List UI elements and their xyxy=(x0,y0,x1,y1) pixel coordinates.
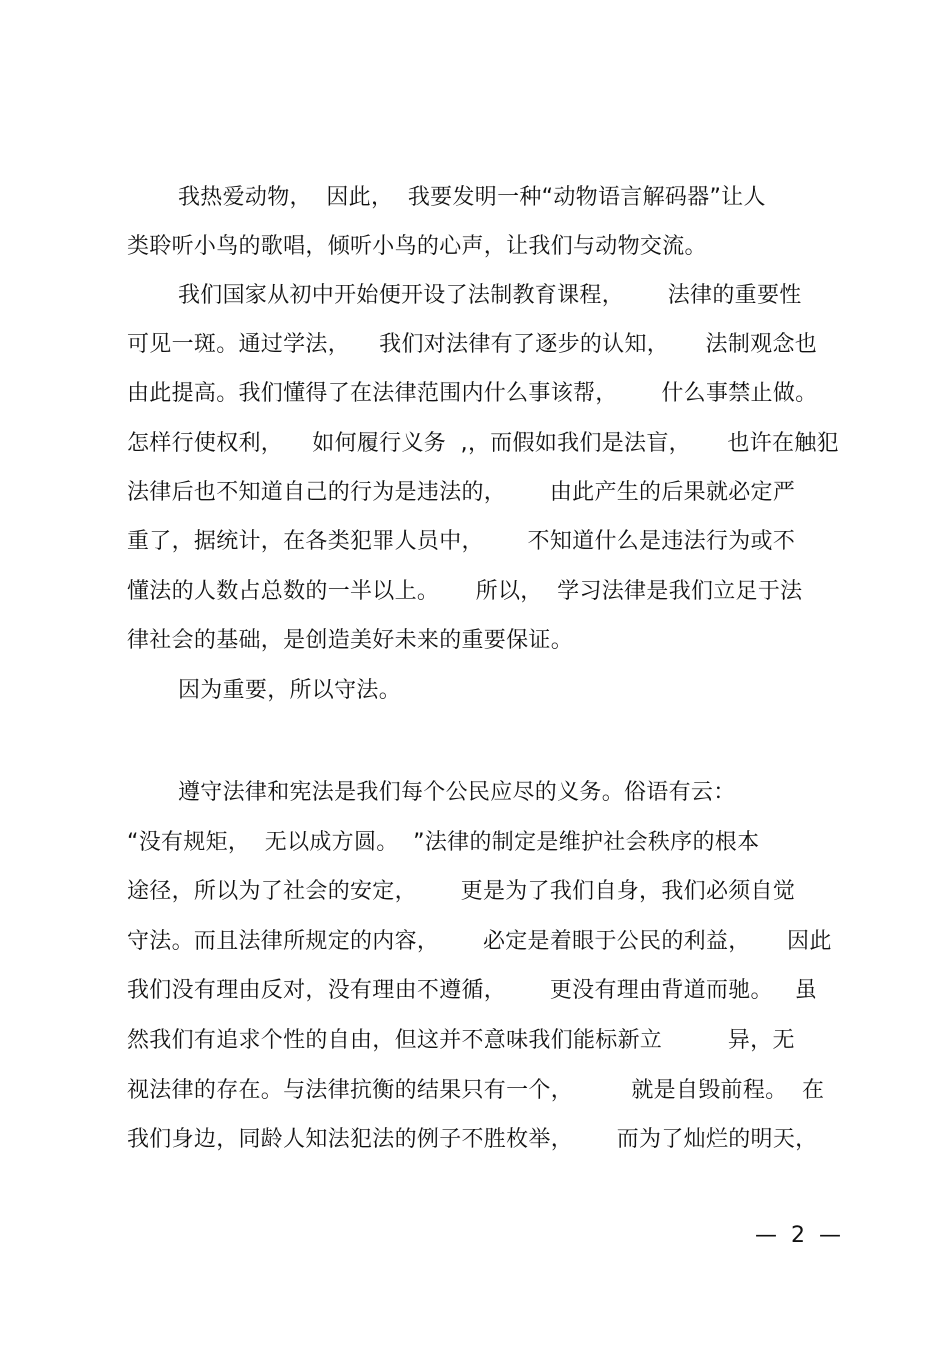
paragraph-2-line-8: 律社会的基础，是创造美好未来的重要保证。 xyxy=(127,628,574,653)
paragraph-4-line-1: 遵守法律和宪法是我们每个公民应尽的义务。俗语有云： xyxy=(178,780,736,805)
paragraph-2-line-5: 法律后也不知道自己的行为是违法的， 由此产生的后果就必定严 xyxy=(127,480,796,505)
paragraph-2-line-6: 重了，据统计，在各类犯罪人员中， 不知道什么是违法行为或不 xyxy=(127,529,796,554)
paragraph-4-line-2: “没有规矩， 无以成方圆。 ”法律的制定是维护社会秩序的根本 xyxy=(127,830,760,855)
paragraph-4-line-3: 途径，所以为了社会的安定， 更是为了我们自身，我们必须自觉 xyxy=(127,879,796,904)
page-number: — 2 — xyxy=(755,1223,841,1248)
paragraph-4-line-5: 我们没有理由反对，没有理由不遵循， 更没有理由背道而驰。 虽 xyxy=(127,978,818,1003)
paragraph-4-line-4: 守法。而且法律所规定的内容， 必定是着眼于公民的利益， 因此 xyxy=(127,929,832,954)
paragraph-1-line-1: 我热爱动物， 因此， 我要发明一种“动物语言解码器”让人 xyxy=(178,185,766,210)
paragraph-2-line-1: 我们国家从初中开始便开设了法制教育课程， 法律的重要性 xyxy=(178,283,802,308)
paragraph-4-line-7: 视法律的存在。与法律抗衡的结果只有一个， 就是自毁前程。 在 xyxy=(127,1078,825,1103)
paragraph-3-line-1: 因为重要，所以守法。 xyxy=(178,678,402,703)
paragraph-2-line-3: 由此提高。我们懂得了在法律范围内什么事该帮， 什么事禁止做。 xyxy=(127,381,818,406)
paragraph-2-line-7: 懂法的人数占总数的一半以上。 所以， 学习法律是我们立足于法 xyxy=(127,579,803,604)
paragraph-4-line-8: 我们身边，同龄人知法犯法的例子不胜枚举， 而为了灿烂的明天， xyxy=(127,1127,818,1152)
paragraph-2-line-4: 怎样行使权利， 如何履行义务 ,，而假如我们是法盲， 也许在触犯 xyxy=(127,431,839,456)
paragraph-1-line-2: 类聆听小鸟的歌唱，倾听小鸟的心声，让我们与动物交流。 xyxy=(127,234,707,259)
paragraph-2-line-2: 可见一斑。通过学法， 我们对法律有了逐步的认知， 法制观念也 xyxy=(127,332,818,357)
paragraph-4-line-6: 然我们有追求个性的自由，但这并不意味我们能标新立 异，无 xyxy=(127,1028,795,1053)
